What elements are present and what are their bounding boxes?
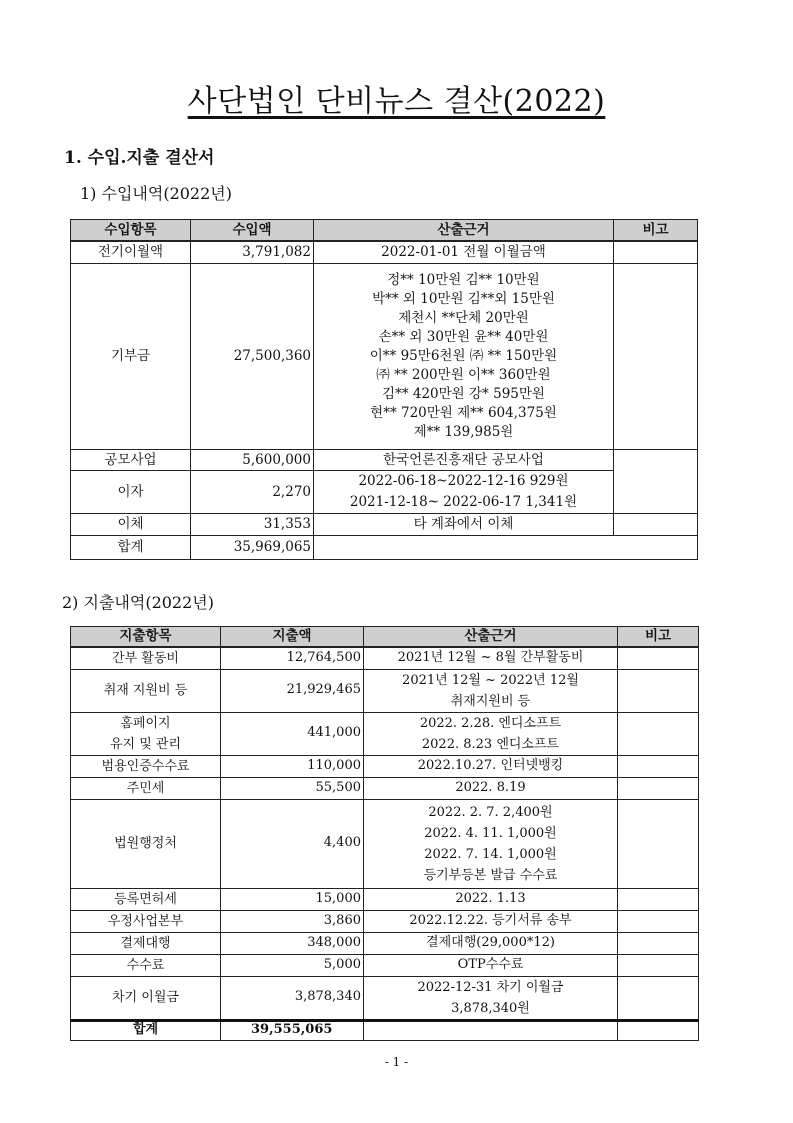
header-cell: 수입항목 [71,220,191,241]
text-line: 2022. 2. 7. 2,400원 [428,804,553,820]
item-cell: 기부금 [71,264,191,450]
text-line: 현** 720만원 제** 604,375원 [370,405,557,421]
total-row [71,1020,699,1040]
text-line: 취재지원비 등 [450,693,531,709]
item-cell: 전기이월액 [71,241,191,264]
basis-cell [314,264,614,450]
basis-cell [364,669,618,712]
text-line: 2022. 1.13 [455,890,526,906]
note-cell [618,712,699,755]
amount-cell: 348,000 [221,932,364,954]
text-line: 이** 95만6천원 ㈜ ** 150만원 [369,348,558,364]
text-line: 제** 139,985원 [413,424,514,440]
amount-cell: 5,000 [221,954,364,976]
basis-cell [314,536,698,560]
amount-cell: 12,764,500 [221,647,364,670]
item-cell [71,799,221,888]
text-line: 주민세 [126,780,165,796]
item-cell [71,647,221,670]
header-cell: 비고 [614,220,698,241]
note-cell [618,976,699,1020]
table-row [71,888,699,910]
text-line: 차기 이월금 [112,990,179,1005]
table-row [71,241,698,264]
header-cell: 비고 [618,627,699,647]
basis-cell [364,910,618,932]
text-line: 김** 420만원 강* 595만원 [382,386,545,402]
table-row [71,910,699,932]
text-line: 2022-01-01 전월 이월금액 [381,243,546,260]
text-line: 박** 외 10만원 김**외 15만원 [372,291,555,307]
note-cell [618,932,699,954]
note-cell [614,241,698,264]
basis-cell [364,647,618,670]
text-line: 2022. 4. 11. 1,000원 [424,825,557,841]
text-line: 등기부등본 발급 수수료 [423,867,558,883]
text-line: 범용인증수수료 [101,758,190,774]
table-row [71,712,699,755]
text-line: 제천시 **단체 20만원 [398,310,529,326]
basis-cell [364,755,618,777]
note-cell [618,1020,699,1040]
text-line: 2022.10.27. 인터넷뱅킹 [417,757,564,773]
amount-cell: 21,929,465 [221,669,364,712]
note-cell [614,514,698,536]
total-label: 합계 [71,1020,221,1040]
note-cell [618,755,699,777]
note-cell [618,910,699,932]
text-line: 2021년 12월 ~ 2022년 12월 [402,672,579,688]
amount-cell: 5,600,000 [191,450,314,471]
note-cell [618,777,699,799]
text-line: 수수료 [126,957,165,973]
table-row [71,777,699,799]
basis-cell [314,241,614,264]
header-cell: 수입액 [191,220,314,241]
header-cell: 산출근거 [364,627,618,647]
text-line: 2022. 8.23 엔디소프트 [421,736,560,752]
table-row [71,264,698,450]
note-cell [614,264,698,450]
page-title: 사단법인 단비뉴스 결산(2022) [187,84,606,119]
text-line: 홈페이지 [120,715,171,731]
basis-cell [364,976,618,1020]
table-row [71,799,699,888]
income-table [70,219,698,560]
table-row [71,932,699,954]
table-row [71,514,698,536]
header-cell: 지출항목 [71,627,221,647]
text-line: 간부 활동비 [112,650,179,666]
table-row [71,954,699,976]
text-line: 2022. 2.28. 엔디소프트 [419,715,562,731]
text-line: 법원행정처 [114,836,177,851]
income-heading: 1) 수입내역(2022년) [80,184,232,203]
amount-cell: 15,000 [221,888,364,910]
amount-cell: 27,500,360 [191,264,314,450]
table-row [71,471,698,514]
text-line: 2021-12-18~ 2022-06-17 1,341원 [349,494,578,510]
text-line: 2022.12.22. 등기서류 송부 [409,912,572,928]
basis-cell [364,799,618,888]
amount-cell: 4,400 [221,799,364,888]
note-cell [618,799,699,888]
basis-cell [364,932,618,954]
item-cell [71,712,221,755]
text-line: 등록면허세 [114,891,177,907]
basis-cell [314,471,614,514]
header-cell: 지출액 [221,627,364,647]
amount-cell: 441,000 [221,712,364,755]
basis-cell [314,450,614,471]
item-cell [71,932,221,954]
section-heading: 1. 수입.지출 결산서 [64,148,215,168]
text-line: OTP수수료 [457,956,524,972]
basis-cell [364,888,618,910]
item-cell: 공모사업 [71,450,191,471]
table-row [71,536,698,560]
text-line: 우정사업본부 [107,913,184,929]
note-cell [618,669,699,712]
item-cell: 이자 [71,471,191,514]
text-line: 손** 외 30만원 윤** 40만원 [378,329,549,345]
table-row [71,755,699,777]
basis-cell [364,1020,618,1040]
text-line: 2022-12-31 차기 이월금 [417,979,564,995]
item-cell [71,755,221,777]
text-line: 2021년 12월 ~ 8월 간부활동비 [397,649,584,665]
amount-cell: 3,791,082 [191,241,314,264]
basis-cell [364,712,618,755]
item-cell: 합계 [71,536,191,560]
amount-cell: 3,878,340 [221,976,364,1020]
basis-cell [364,954,618,976]
text-line: 2022-06-18~2022-12-16 929원 [358,473,569,489]
total-amount: 39,555,065 [221,1020,364,1040]
text-line: 타 계좌에서 이체 [413,516,514,532]
table-row [71,647,699,670]
note-cell [614,450,698,514]
expense-heading: 2) 지출내역(2022년) [62,593,214,612]
item-cell [71,777,221,799]
item-cell [71,669,221,712]
item-cell [71,954,221,976]
text-line: 유지 및 관리 [109,736,182,752]
text-line: 한국언론진흥재단 공모사업 [383,451,544,468]
text-line: 2022. 8.19 [455,779,526,795]
note-cell [618,888,699,910]
text-line: ㈜ ** 200만원 이** 360만원 [376,367,551,383]
amount-cell: 31,353 [191,514,314,536]
amount-cell: 35,969,065 [191,536,314,560]
basis-cell [314,514,614,536]
table-row [71,450,698,471]
text-line: 결제대행 [120,935,171,951]
table-row [71,669,699,712]
amount-cell: 55,500 [221,777,364,799]
item-cell: 이체 [71,514,191,536]
table-row [71,976,699,1020]
text-line: 취재 지원비 등 [103,683,188,698]
item-cell [71,888,221,910]
amount-cell: 110,000 [221,755,364,777]
item-cell [71,976,221,1020]
note-cell [618,647,699,670]
page-number: - 1 - [384,1055,409,1069]
amount-cell: 3,860 [221,910,364,932]
expense-table [70,626,699,1041]
text-line: 3,878,340원 [451,1000,530,1016]
text-line: 결제대행(29,000*12) [426,934,555,950]
amount-cell: 2,270 [191,471,314,514]
text-line: 2022. 7. 14. 1,000원 [424,846,557,862]
header-cell: 산출근거 [314,220,614,241]
basis-cell [364,777,618,799]
item-cell [71,910,221,932]
note-cell [618,954,699,976]
text-line: 정** 10만원 김** 10만원 [387,272,540,288]
